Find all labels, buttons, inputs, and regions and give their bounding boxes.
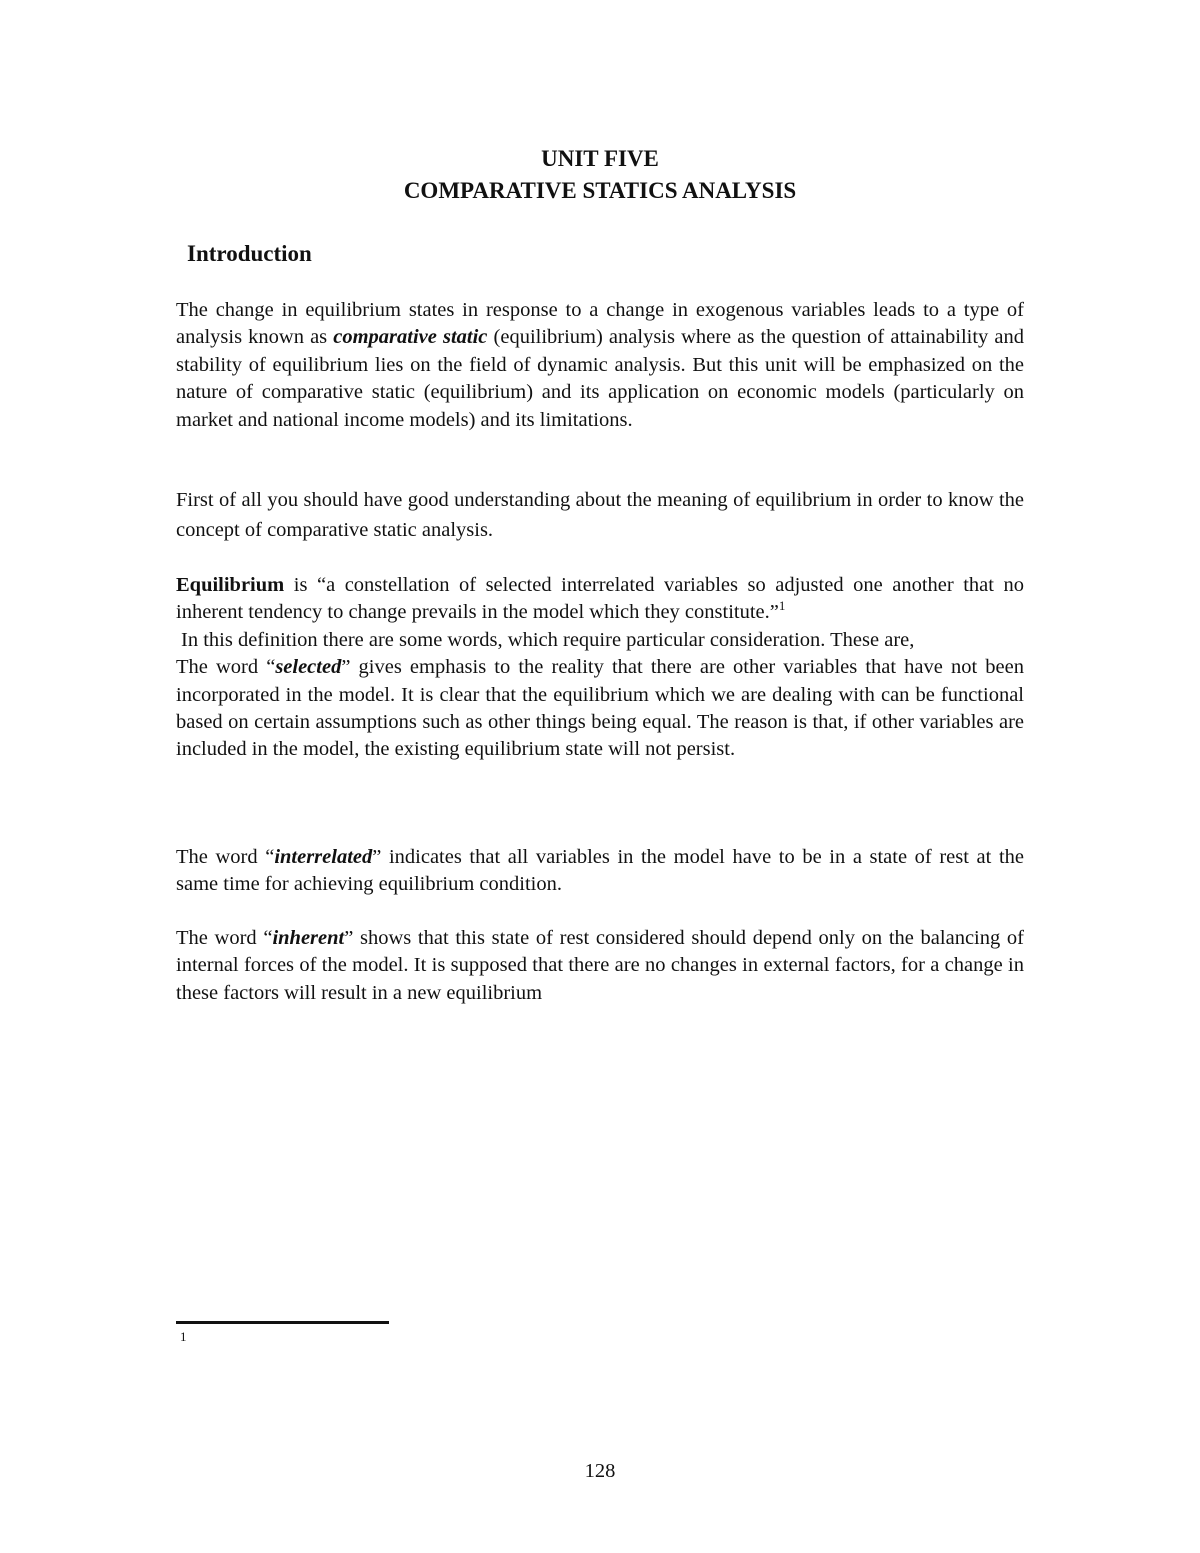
intro-paragraph [176, 297, 1024, 434]
selected-text-start: The word “ [176, 656, 276, 679]
equilibrium-definition [176, 572, 1024, 764]
footnote-mark: 1 [180, 1329, 187, 1344]
equilibrium-definition-text: is “a constellation of selected interrelated variables so adjusted one another that no inherent tendency to change prevails in the model which they constitute.” [176, 574, 1024, 624]
footnote-separator [176, 1321, 389, 1324]
interrelated-text-end: ” indicates that all variables in the model have to be in a state of rest at the same time for achieving equilibrium condition. [176, 846, 1024, 896]
understanding-text: First of all you should have good understanding about the meaning of equilibrium in order to know the concept of comparative static analysis. [176, 489, 1024, 541]
unit-title: UNIT FIVE [541, 146, 659, 171]
inherent-text-start: The word “ [176, 927, 273, 949]
selected-term: selected [275, 656, 342, 679]
equilibrium-term: Equilibrium [176, 574, 285, 596]
inherent-term: inherent [272, 927, 345, 949]
inherent-paragraph [176, 925, 1024, 1007]
intro-text-start: The change in equilibrium states in response to a change in exogenous variables leads to a type of analysis known as [176, 299, 1024, 349]
interrelated-text-start: The word “ [176, 846, 275, 868]
inherent-text-end: ” shows that this state of rest considered should depend only on the balancing of internal forces of the model. It is supposed that there are no changes in external factors, for a change in these factors will result in a new equilibrium [176, 927, 1024, 1004]
comparative-static-term: comparative static [333, 326, 488, 349]
selected-text-end: ” gives emphasis to the reality that there are other variables that have not been incorporated in the model. It is clear that the equilibrium which we are dealing with can be functional based on certain assumptions such as other things being equal. The reason is that, if other variables are included in the model, the existing equilibrium state will not persist. [176, 656, 1024, 761]
definition-consideration-text: In this definition there are some words, which require particular consideration. These are, [181, 628, 915, 651]
understanding-paragraph [176, 485, 1024, 545]
interrelated-paragraph [176, 844, 1024, 899]
section-heading: Introduction [187, 241, 312, 266]
intro-text-end: (equilibrium) analysis where as the question of attainability and stability of equilibrium lies on the field of dynamic analysis. But this unit will be emphasized on the nature of comparative static (equilibrium) and its application on economic models (particularly on market and national income models) and its limitations. [176, 326, 1024, 431]
page-number: 128 [584, 1460, 616, 1482]
footnote-reference: 1 [778, 598, 786, 614]
chapter-title: COMPARATIVE STATICS ANALYSIS [403, 178, 797, 203]
title-block [0, 143, 1200, 207]
interrelated-term: interrelated [274, 846, 373, 868]
